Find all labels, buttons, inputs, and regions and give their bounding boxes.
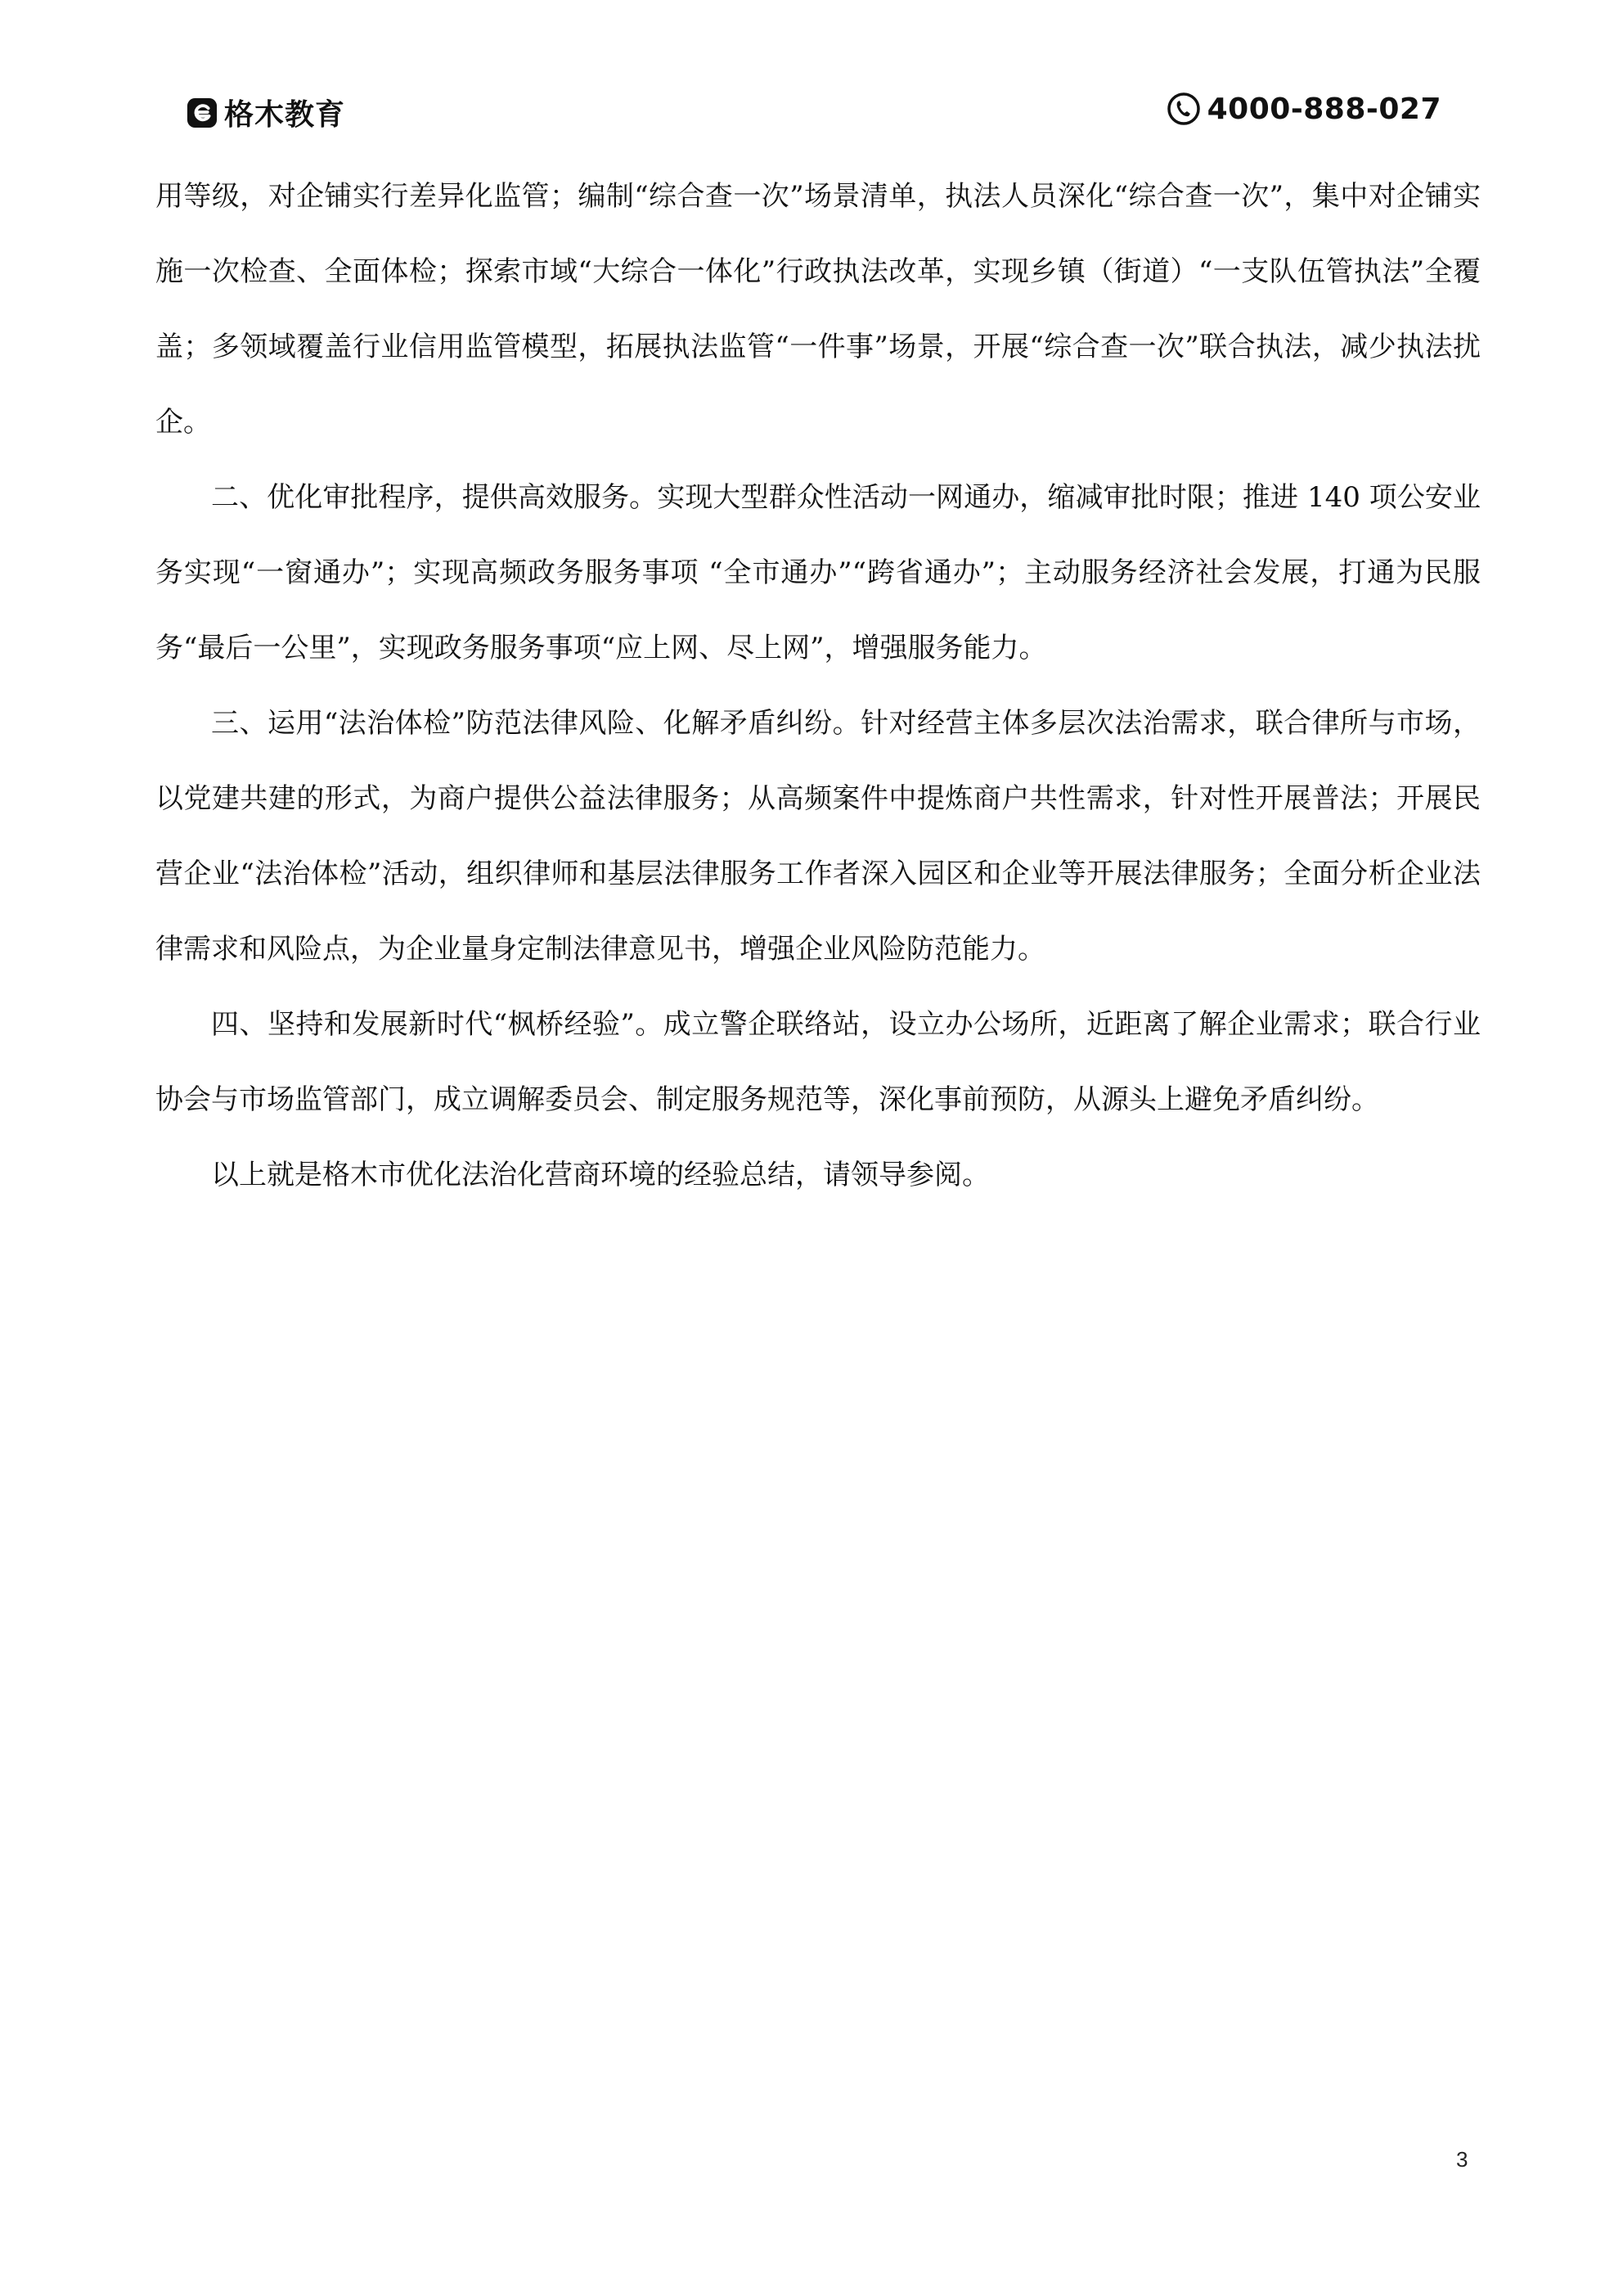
page-number: 3: [1456, 2147, 1468, 2172]
brand: [187, 92, 345, 133]
brand-name: 格木教育: [224, 98, 346, 132]
document-body: [155, 159, 1481, 1213]
paragraph-section-2: 二、优化审批程序，提供高效服务。实现大型群众性活动一网通办，缩减审批时限；推进 140 项公安业务实现“一窗通办”；实现高频政务服务事项 “全市通办”“跨省通办”；主动服务经济社会发展，打通为民服务“最后一公里”，实现政务服务事项“应上网、尽上网”，增强服务能力。: [155, 481, 1481, 664]
brand-logo-icon: [187, 97, 218, 128]
phone-number: 4000-888-027: [1207, 92, 1441, 126]
phone-icon: [1167, 92, 1201, 126]
paragraph-section-3: 三、运用“法治体检”防范法律风险、化解矛盾纠纷。针对经营主体多层次法治需求，联合律所与市场，以党建共建的形式，为商户提供公益法律服务；从高频案件中提炼商户共性需求，针对性开展普法；开展民营企业“法治体检”活动，组织律师和基层法律服务工作者深入园区和企业等开展法律服务；全面分析企业法律需求和风险点，为企业量身定制法律意见书，增强企业风险防范能力。: [155, 707, 1481, 966]
phone-contact: [1167, 92, 1441, 126]
paragraph-section-4: 四、坚持和发展新时代“枫桥经验”。成立警企联络站，设立办公场所，近距离了解企业需求；联合行业协会与市场监管部门，成立调解委员会、制定服务规范等，深化事前预防，从源头上避免矛盾纠纷。: [155, 1008, 1481, 1116]
page-header: [187, 85, 1441, 134]
paragraph-conclusion: 以上就是格木市优化法治化营商环境的经验总结，请领导参阅。: [211, 1159, 990, 1191]
paragraph-continued: 用等级，对企铺实行差异化监管；编制“综合查一次”场景清单，执法人员深化“综合查一次”，集中对企铺实施一次检查、全面体检；探索市域“大综合一体化”行政执法改革，实现乡镇（街道）“一支队伍管执法”全覆盖；多领域覆盖行业信用监管模型，拓展执法监管“一件事”场景，开展“综合查一次”联合执法，减少执法扰企。: [155, 180, 1481, 439]
